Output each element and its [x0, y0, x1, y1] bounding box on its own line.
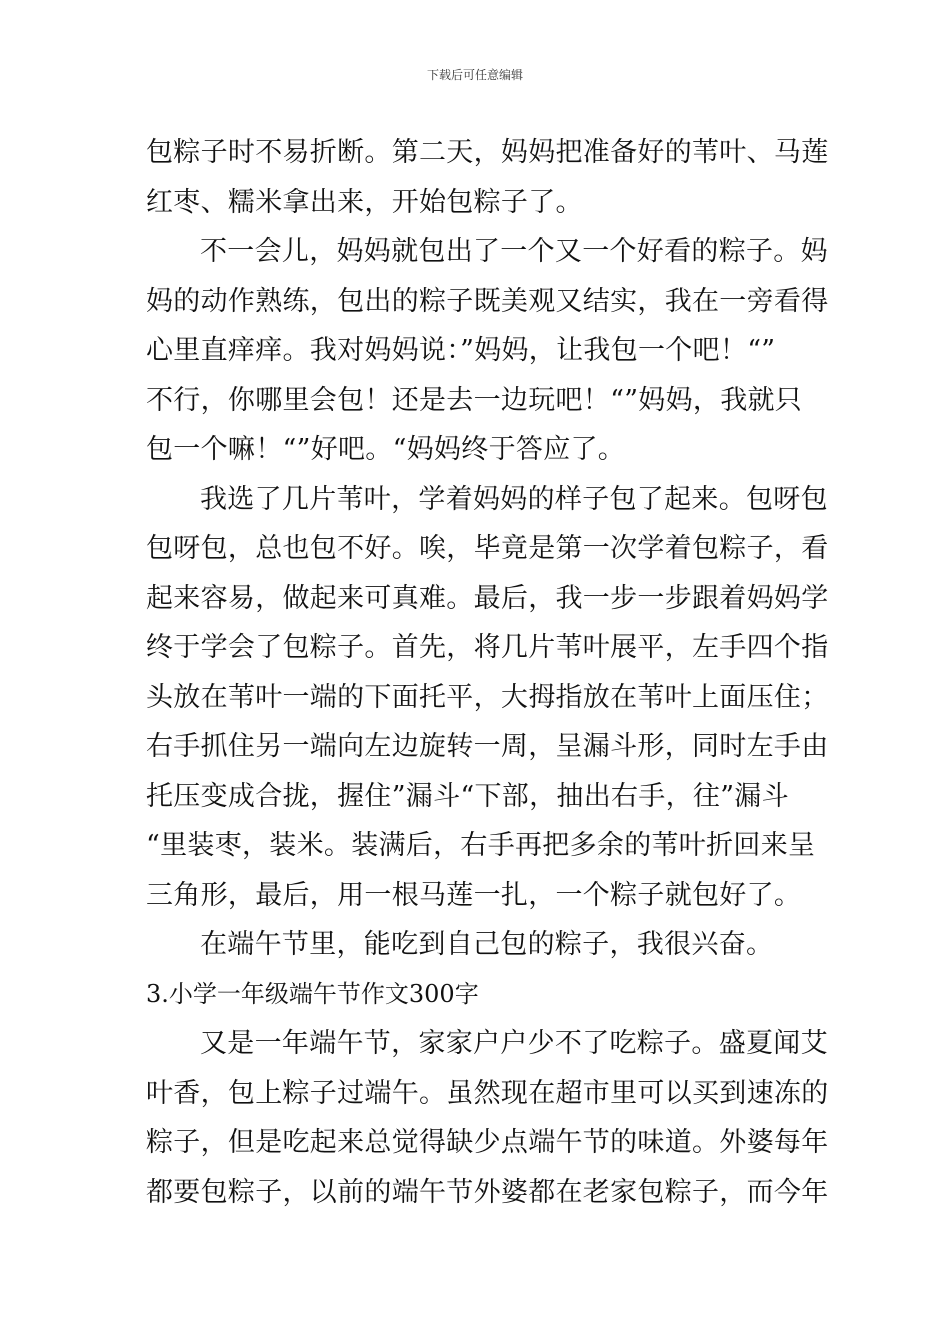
text-line: 在端午节里，能吃到自己包的粽子，我很兴奋。: [200, 929, 774, 960]
text-line: 不行，你哪里会包！还是去一边玩吧！“”妈妈，我就只: [146, 384, 803, 416]
text-line: 红枣、糯米拿出来，开始包粽子了。: [146, 186, 583, 218]
text-line: 都要包粽子，以前的端午节外婆都在老家包粽子，而今年: [146, 1176, 829, 1208]
text-line: 妈的动作熟练，包出的粽子既美观又结实，我在一旁看得: [146, 285, 829, 317]
text-line: 不一会儿，妈妈就包出了一个又一个好看的粽子。妈: [200, 236, 828, 267]
essay-body: [146, 128, 829, 1217]
text-line: 粽子，但是吃起来总觉得缺少点端午节的味道。外婆每年: [146, 1127, 829, 1158]
text-line: 叶香，包上粽子过端午。虽然现在超市里可以买到速冻的: [146, 1077, 829, 1109]
text-line: “里装枣，装米。装满后，右手再把多余的苇叶折回来呈: [146, 830, 816, 861]
section-heading: 3.小学一年级端午节作文300字: [146, 979, 479, 1008]
text-line: 包粽子时不易折断。第二天，妈妈把准备好的苇叶、马莲: [146, 137, 829, 168]
text-line: 起来容易，做起来可真难。最后，我一步一步跟着妈妈学: [146, 582, 829, 614]
text-line: 右手抓住另一端向左边旋转一周，呈漏斗形，同时左手由: [146, 731, 829, 762]
text-line: 包一个嘛！“”好吧。“妈妈终于答应了。: [146, 434, 626, 465]
text-line: 托压变成合拢，握住”漏斗“下部，抽出右手，往”漏斗: [146, 780, 789, 812]
text-line: 终于学会了包粽子。首先，将几片苇叶展平，左手四个指: [146, 632, 829, 663]
text-line: 我选了几片苇叶，学着妈妈的样子包了起来。包呀包: [200, 483, 828, 515]
header-note: 下载后可任意编辑: [426, 68, 523, 82]
text-line: 心里直痒痒。我对妈妈说：”妈妈，让我包一个吧！“”: [146, 335, 776, 366]
text-line: 包呀包，总也包不好。唉，毕竟是第一次学着包粽子，看: [146, 533, 829, 564]
text-line: 头放在苇叶一端的下面托平，大拇指放在苇叶上面压住；: [146, 681, 829, 713]
text-line: 又是一年端午节，家家户户少不了吃粽子。盛夏闻艾: [200, 1028, 828, 1059]
text-line: 三角形，最后，用一根马莲一扎，一个粽子就包好了。: [146, 879, 802, 911]
